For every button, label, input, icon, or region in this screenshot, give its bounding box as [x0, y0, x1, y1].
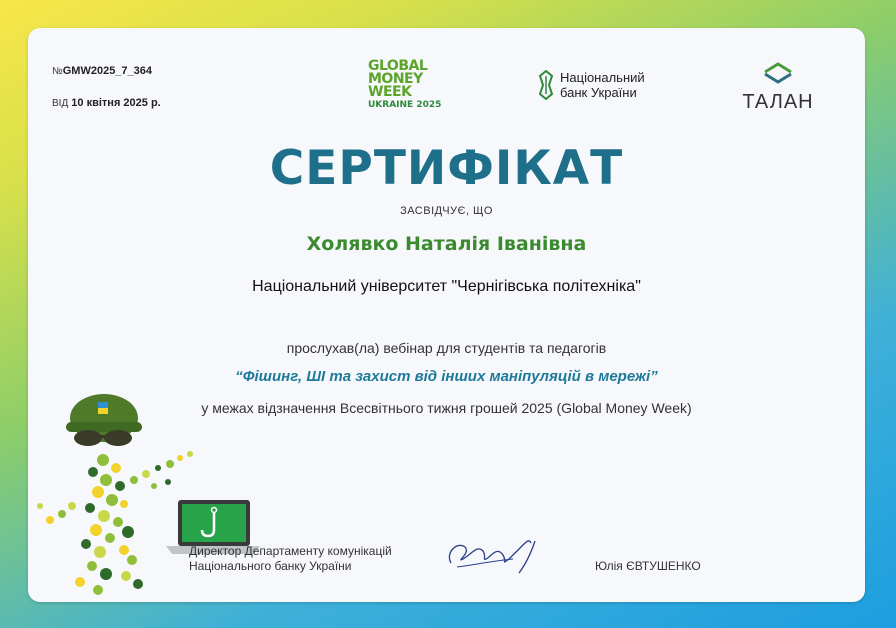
certificate-card [28, 28, 865, 602]
nbu-line-1: Національний [560, 70, 645, 85]
position-line-2: Національного банку України [189, 559, 352, 573]
webinar-title: “Фішинг, ШІ та захист від інших маніпуляцій в мережі” [235, 368, 658, 385]
number-value: GMW2025_7_364 [62, 65, 153, 77]
recipient-organization: Національний університет "Чернігівська політехніка" [252, 278, 641, 295]
nbu-logo [538, 70, 645, 100]
event-context: у межах відзначення Всесвітнього тижня грошей 2025 (Global Money Week) [201, 400, 692, 416]
certificate-title: СЕРТИФІКАТ [269, 141, 624, 196]
certificate-date [52, 97, 161, 109]
certifies-text: ЗАСВІДЧУЄ, ЩО [400, 205, 493, 217]
date-value: 10 квітня 2025 р. [71, 97, 161, 109]
gmw-line-3: WEEK [368, 84, 412, 100]
gmw-line-1: GLOBAL [368, 58, 428, 74]
position-line-1: Директор Департаменту комунікацій [189, 544, 392, 558]
signatory-position [189, 544, 392, 574]
talan-wordmark: ТАЛАН [742, 91, 814, 113]
mascot-dots [37, 451, 193, 595]
talan-emblem-icon [761, 62, 795, 84]
certificate-number [52, 65, 152, 77]
talan-logo [738, 62, 818, 114]
recipient-name: Холявко Наталія Іванівна [306, 233, 587, 255]
nbu-emblem-icon [538, 70, 554, 100]
date-label: ВІД [52, 98, 69, 109]
gmw-line-4: UKRAINE 2025 [368, 100, 442, 110]
number-label: № [52, 66, 63, 77]
global-money-week-logo [368, 60, 448, 110]
nbu-line-2: банк України [560, 85, 637, 100]
gmw-line-2: MONEY [368, 71, 423, 87]
handwritten-signature [443, 533, 543, 581]
signatory-name: Юлія ЄВТУШЕНКО [595, 559, 701, 573]
listened-text: прослухав(ла) вебінар для студентів та педагогів [286, 340, 607, 356]
